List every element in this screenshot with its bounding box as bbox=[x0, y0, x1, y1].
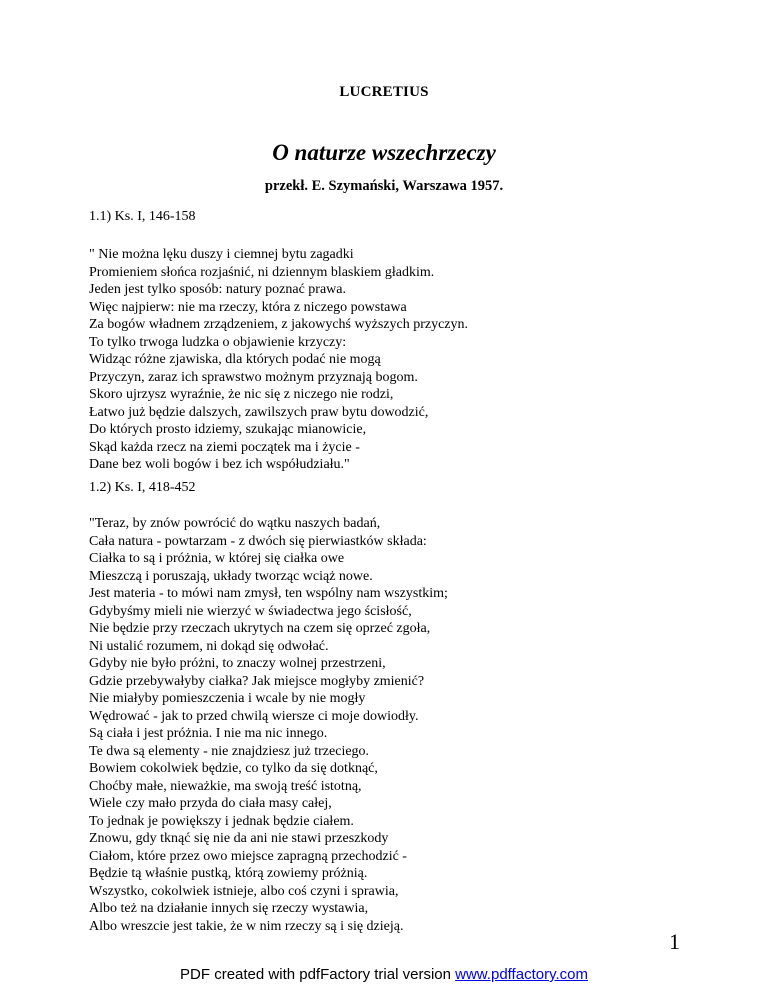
verse-line: Promieniem słońca rozjaśnić, ni dziennym blaskiem gładkim. bbox=[89, 264, 435, 280]
translation-credit: przekł. E. Szymański, Warszawa 1957. bbox=[264, 178, 504, 194]
verse-line: To jednak je powiększy i jednak będzie ciałem. bbox=[89, 813, 354, 829]
page-number: 1 bbox=[669, 929, 680, 954]
footer-text: PDF created with pdfFactory trial version bbox=[180, 966, 456, 983]
verse-line: Albo wreszcie jest takie, że w nim rzeczy są i się dzieją. bbox=[89, 918, 404, 934]
verse-line: Wędrować - jak to przed chwilą wiersze ci moje dowiodły. bbox=[89, 708, 419, 724]
verse-line: Ciałka to są i próżnia, w której się ciałka owe bbox=[89, 551, 345, 566]
verse-line: Więc najpierw: nie ma rzeczy, która z niczego powstawa bbox=[89, 299, 407, 315]
verse-line: Łatwo już będzie dalszych, zawilszych praw bytu dowodzić, bbox=[89, 404, 429, 420]
verse-line: Widząc różne zjawiska, dla których podać nie mogą bbox=[89, 352, 381, 367]
verse-line: "Teraz, by znów powrócić do wątku naszych badań, bbox=[89, 516, 381, 531]
poem-fragment bbox=[89, 515, 448, 935]
verse-line: Gdyby nie było próżni, to znaczy wolnej przestrzeni, bbox=[89, 656, 386, 671]
verse-line: Nie będzie przy rzeczach ukrytych na czem się oprzeć zgoła, bbox=[89, 621, 431, 636]
verse-line: Znowu, gdy tknąć się nie da ani nie stawi przeszkody bbox=[89, 831, 389, 846]
verse-line: Jeden jest tylko sposób: natury poznać prawa. bbox=[89, 282, 346, 297]
verse-line: Gdybyśmy mieli nie wierzyć w świadectwa jego ścisłość, bbox=[89, 603, 412, 619]
verse-line: Bowiem cokolwiek będzie, co tylko da się dotknąć, bbox=[89, 761, 378, 776]
verse-line: Choćby małe, nieważkie, ma swoją treść istotną, bbox=[89, 778, 362, 794]
verse-line: Wiele czy mało przyda do ciała masy całej, bbox=[89, 796, 332, 811]
verse-line: Przyczyn, zaraz ich sprawstwo możnym przyznają bogom. bbox=[89, 369, 418, 385]
verse-line: Albo też na działanie innych się rzeczy wystawia, bbox=[89, 901, 369, 916]
verse-line: Mieszczą i poruszają, układy tworząc wciąż nowe. bbox=[89, 568, 373, 584]
verse-line: Za bogów władnem zrządzeniem, z jakowychś wyższych przyczyn. bbox=[89, 317, 469, 332]
verse-line: Gdzie przebywałyby ciałka? Jak miejsce mogłyby zmienić? bbox=[89, 673, 425, 689]
pdf-footer bbox=[0, 966, 768, 983]
verse-line: Skoro ujrzysz wyraźnie, że nic się z niczego nie rodzi, bbox=[89, 387, 394, 402]
verse-line: Będzie tą właśnie pustką, którą zowiemy próżnią. bbox=[89, 866, 368, 881]
verse-line: Dane bez woli bogów i bez ich współudziału." bbox=[89, 457, 350, 472]
verse-line: " Nie można lęku duszy i ciemnej bytu zagadki bbox=[89, 247, 354, 262]
verse-line: Skąd każda rzecz na ziemi początek ma i życie - bbox=[89, 439, 360, 455]
verse-line: Te dwa są elementy - nie znajdziesz już trzeciego. bbox=[89, 743, 370, 759]
verse-line: Nie miałyby pomieszczenia i wcale by nie mogły bbox=[89, 691, 366, 706]
pdffactory-link[interactable]: www.pdffactory.com bbox=[455, 966, 588, 983]
document-title: O naturze wszechrzeczy bbox=[272, 140, 496, 165]
verse-line: Są ciała i jest próżnia. I nie ma nic innego. bbox=[89, 726, 328, 741]
section-heading: 1.2) Ks. I, 418-452 bbox=[89, 480, 196, 495]
verse-line: Do których prosto idziemy, szukając mianowicie, bbox=[89, 422, 367, 437]
section-heading: 1.1) Ks. I, 146-158 bbox=[89, 209, 196, 224]
author-heading: LUCRETIUS bbox=[339, 84, 429, 100]
verse-line: Wszystko, cokolwiek istnieje, albo coś czyni i sprawia, bbox=[89, 883, 399, 899]
verse-line: Cała natura - powtarzam - z dwóch się pierwiastków składa: bbox=[89, 533, 427, 549]
verse-line: Jest materia - to mówi nam zmysł, ten wspólny nam wszystkim; bbox=[89, 586, 448, 601]
verse-line: Ni ustalić rozumem, ni dokąd się odwołać. bbox=[89, 638, 329, 654]
poem-fragment bbox=[89, 246, 468, 474]
verse-line: Ciałom, które przez owo miejsce zapragną przechodzić - bbox=[89, 848, 407, 864]
verse-line: To tylko trwoga ludzka o objawienie krzyczy: bbox=[89, 334, 347, 350]
